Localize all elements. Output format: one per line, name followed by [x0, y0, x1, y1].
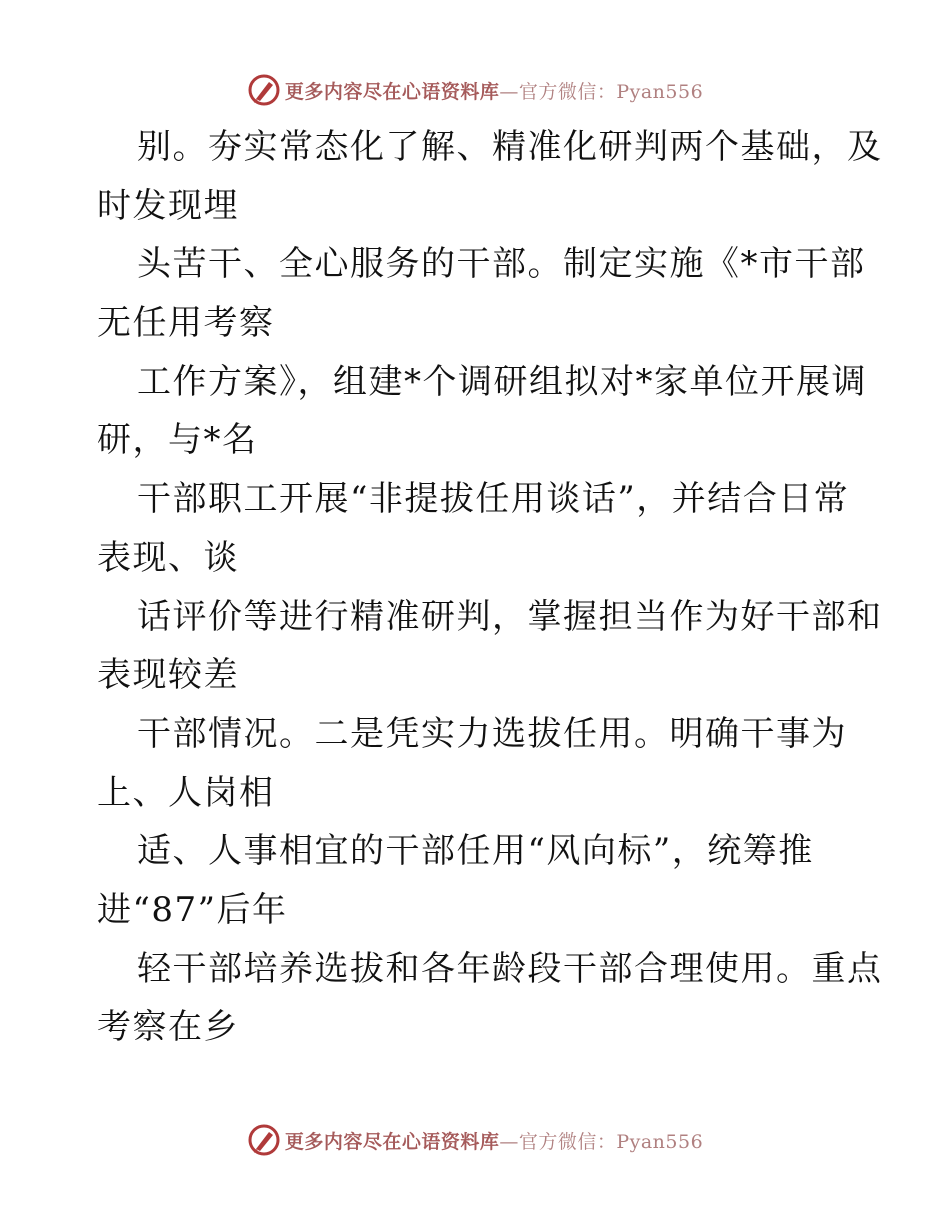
text-line: 轻干部培养选拔和各年龄段干部合理使用。重点	[137, 948, 883, 989]
footer-banner-separator: —	[499, 1130, 519, 1153]
text-line: 无任用考察	[97, 303, 275, 344]
header-banner-contact: 官方微信：Pyan556	[518, 80, 704, 103]
text-line: 干部职工开展“非提拔任用谈话”，并结合日常	[137, 479, 850, 520]
footer-banner	[0, 1120, 950, 1160]
text-line: 适、人事相宜的干部任用“风向标”，统筹推	[137, 831, 814, 872]
header-banner-title: 更多内容尽在心语资料库	[284, 80, 500, 103]
text-line: 话评价等进行精准研判，掌握担当作为好干部和	[137, 596, 883, 637]
footer-banner-title: 更多内容尽在心语资料库	[284, 1130, 500, 1153]
header-banner	[0, 70, 950, 110]
pen-logo-icon	[247, 1123, 281, 1157]
text-line: 表现、谈	[97, 537, 239, 578]
text-line: 考察在乡	[97, 1007, 239, 1048]
document-body	[97, 118, 883, 1057]
footer-banner-contact: 官方微信：Pyan556	[518, 1130, 704, 1153]
text-line: 干部情况。二是凭实力选拔任用。明确干事为	[137, 713, 847, 754]
text-line: 别。夯实常态化了解、精准化研判两个基础，及	[137, 127, 883, 167]
pen-logo-icon	[247, 73, 281, 107]
text-line: 工作方案》，组建*个调研组拟对*家单位开展调	[137, 361, 867, 402]
header-banner-text	[285, 77, 703, 104]
footer-banner-text	[285, 1127, 703, 1154]
text-line: 进“87”后年	[97, 889, 288, 930]
text-line: 头苦干、全心服务的干部。制定实施《*市干部	[137, 244, 866, 285]
header-banner-separator: —	[499, 80, 519, 103]
text-line: 上、人岗相	[97, 772, 275, 813]
text-line: 表现较差	[97, 655, 239, 696]
text-line: 研，与*名	[97, 420, 258, 461]
text-line: 时发现埋	[97, 185, 239, 226]
